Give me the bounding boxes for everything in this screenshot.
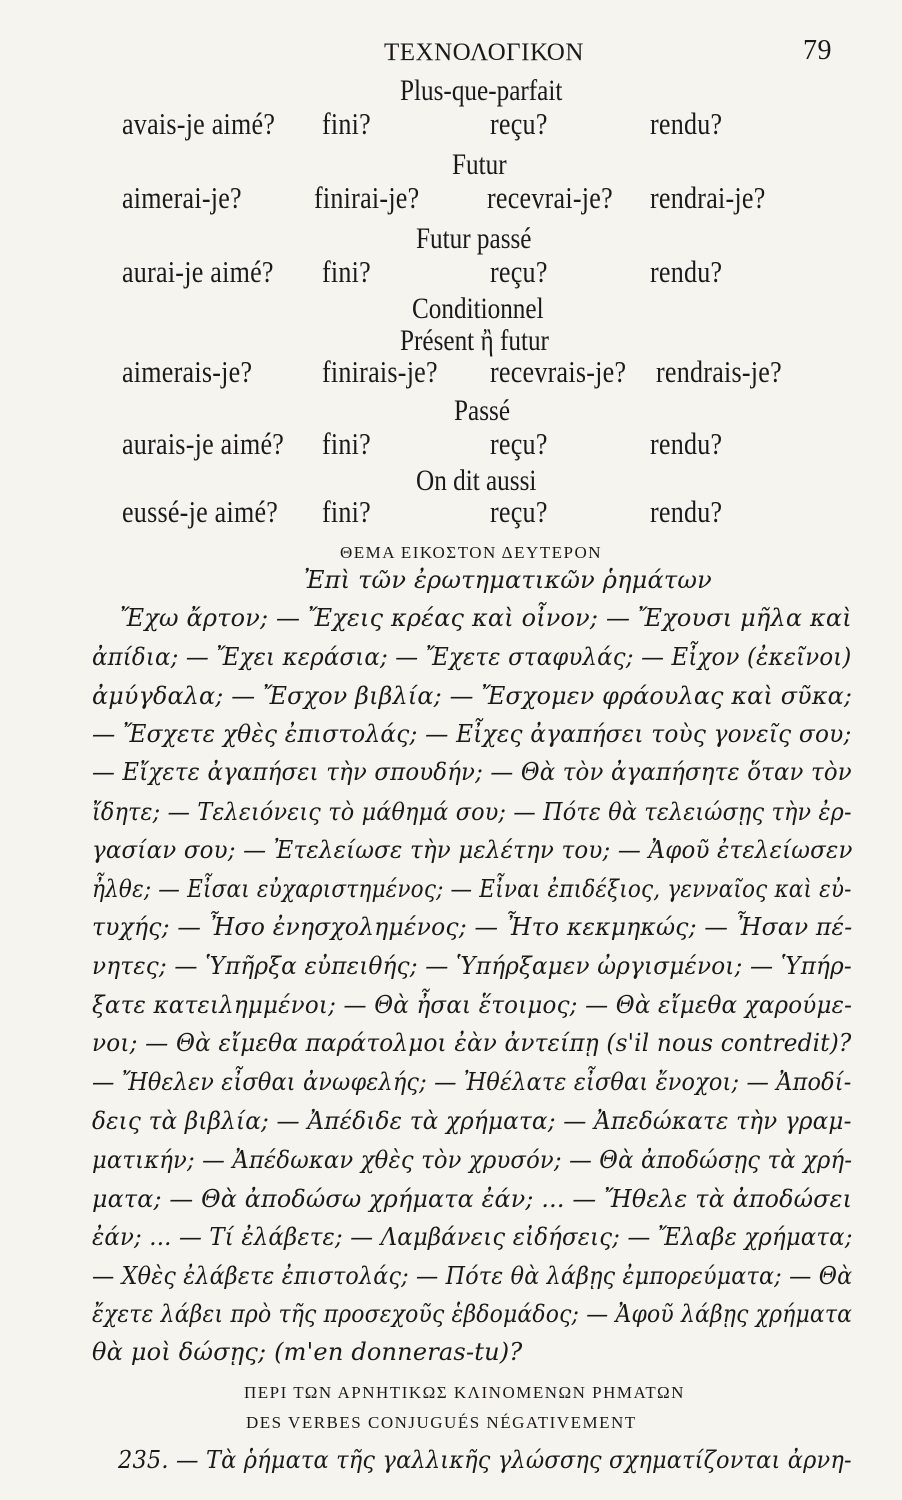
section-heading-french: DES VERBES CONJUGUÉS NÉGATIVEMENT (246, 1413, 637, 1432)
form-finir: finirai-je? (314, 180, 420, 215)
exercise-line: ξατε κατειλημμένοι; — Θὰ ἦσαι ἕτοιμος; — Θὰ εἴμεθα χαρούμε- (92, 991, 853, 1019)
mood-heading-conditionnel: Conditionnel (412, 292, 544, 325)
exercise-line: ἐάν; ... — Τί ἐλάβετε; — Λαμβάνεις εἰδήσεις; — Ἔλαβε χρήματα; (92, 1223, 853, 1251)
form-finir: finirais-je? (322, 354, 438, 389)
form-aimer: aurais-je aimé? (122, 426, 285, 461)
form-rendre: rendu? (650, 254, 723, 289)
form-aimer: aimerais-je? (122, 354, 253, 389)
section-heading-greek: ΠΕΡΙ ΤΩΝ ΑΡΝΗΤΙΚΩΣ ΚΛΙΝΟΜΕΝΩΝ ΡΗΜΑΤΩΝ (244, 1383, 685, 1402)
form-aimer: eussé-je aimé? (122, 494, 279, 529)
exercise-line: ἔχετε λάβει πρὸ τῆς προσεχοῦς ἑβδομάδος; — Ἀφοῦ λάβῃς χρήματα (92, 1300, 853, 1328)
tense-heading-plus-que-parfait: Plus-que-parfait (400, 74, 563, 107)
exercise-line: δεις τὰ βιβλία; — Ἀπέδιδε τὰ χρήματα; — Ἀπεδώκατε τὴν γραμ- (92, 1107, 852, 1135)
exercise-line: — Ἤθελεν εἶσθαι ἀνωφελής; — Ἠθέλατε εἶσθαι ἔνοχοι; — Ἀποδί- (92, 1068, 852, 1096)
form-rendre: rendrai-je? (650, 180, 766, 215)
form-finir: fini? (322, 426, 371, 461)
tense-heading-passe: Passé (454, 394, 511, 427)
exercise-line: νοι; — Θὰ εἴμεθα παράτολμοι ἐὰν ἀντείπῃ (s'il nous contredit)? (92, 1029, 852, 1057)
exercise-subheading: Ἐπὶ τῶν ἐρωτηματικῶν ῥημάτων (304, 566, 712, 594)
exercise-line: θὰ μοὶ δώσῃς; (m'en donneras-tu)? (92, 1338, 523, 1366)
tense-heading-futur: Futur (452, 148, 507, 181)
exercise-line: Ἔχω ἄρτον; — Ἔχεις κρέας καὶ οἶνον; — Ἔχουσι μῆλα καὶ (120, 604, 852, 632)
exercise-line: — Ἔσχετε χθὲς ἐπιστολάς; — Εἶχες ἀγαπήσει τοὺς γονεῖς σου; (92, 720, 852, 748)
form-recevoir: recevrai-je? (487, 180, 613, 215)
exercise-line: γασίαν σου; — Ἐτελείωσε τὴν μελέτην του; — Ἀφοῦ ἐτελείωσεν (92, 836, 853, 864)
form-rendre: rendrais-je? (656, 354, 782, 389)
exercise-line: τυχής; — Ἦσο ἐνησχολημένος; — Ἦτο κεκμηκώς; — Ἦσαν πέ- (92, 913, 853, 941)
exercise-line: ἀπίδια; — Ἔχει κεράσια; — Ἔχετε σταφυλάς; — Εἶχον (ἐκεῖνοι) (92, 643, 852, 671)
form-recevoir: reçu? (490, 426, 548, 461)
form-finir: fini? (322, 254, 371, 289)
form-recevoir: recevrais-je? (490, 354, 627, 389)
form-rendre: rendu? (650, 494, 723, 529)
exercise-line: ματικήν; — Ἀπέδωκαν χθὲς τὸν χρυσόν; — Θὰ ἀποδώσῃς τὰ χρή- (92, 1146, 853, 1174)
form-aimer: aurai-je aimé? (122, 254, 274, 289)
note-heading-on-dit-aussi: On dit aussi (416, 464, 537, 497)
running-header-title: ΤΕΧΝΟΛΟΓΙΚΟΝ (384, 39, 584, 66)
page-number: 79 (803, 35, 832, 66)
exercise-line: — Χθὲς ἐλάβετε ἐπιστολάς; — Πότε θὰ λάβῃς ἐμπορεύματα; — Θὰ (92, 1262, 853, 1290)
form-aimer: aimerai-je? (122, 180, 242, 215)
exercise-line: ἦλθε; — Εἶσαι εὐχαριστημένος; — Εἶναι ἐπιδέξιος, γενναῖος καὶ εὐ- (92, 875, 852, 903)
exercise-line: νητες; — Ὑπῆρξα εὐπειθής; — Ὑπήρξαμεν ὠργισμένοι; — Ὑπήρ- (92, 952, 852, 980)
form-recevoir: reçu? (490, 254, 548, 289)
exercise-heading: ΘΕΜΑ ΕΙΚΟΣΤΟΝ ΔΕΥΤΕΡΟΝ (340, 543, 603, 562)
exercise-line: ἀμύγδαλα; — Ἔσχον βιβλία; — Ἔσχομεν φράουλας καὶ σῦκα; (92, 682, 853, 710)
form-rendre: rendu? (650, 426, 723, 461)
paragraph-first-line: 235. — Τὰ ῥήματα τῆς γαλλικῆς γλώσσης σχηματίζονται ἀρνη- (118, 1446, 852, 1474)
form-recevoir: reçu? (490, 106, 548, 141)
form-finir: fini? (322, 494, 371, 529)
form-rendre: rendu? (650, 106, 723, 141)
tense-heading-present-futur: Présent ἢ futur (400, 324, 549, 357)
tense-heading-futur-passe: Futur passé (416, 222, 532, 255)
exercise-line: — Εἴχετε ἀγαπήσει τὴν σπουδήν; — Θὰ τὸν ἀγαπήσητε ὅταν τὸν (92, 758, 852, 786)
exercise-line: ἴδητε; — Τελειόνεις τὸ μάθημά σου; — Πότε θὰ τελειώσῃς τὴν ἐρ- (92, 798, 852, 826)
form-aimer: avais-je aimé? (122, 106, 276, 141)
form-recevoir: reçu? (490, 494, 548, 529)
form-finir: fini? (322, 106, 371, 141)
exercise-line: ματα; — Θὰ ἀποδώσω χρήματα ἐάν; ... — Ἤθελε τὰ ἀποδώσει (92, 1185, 853, 1213)
